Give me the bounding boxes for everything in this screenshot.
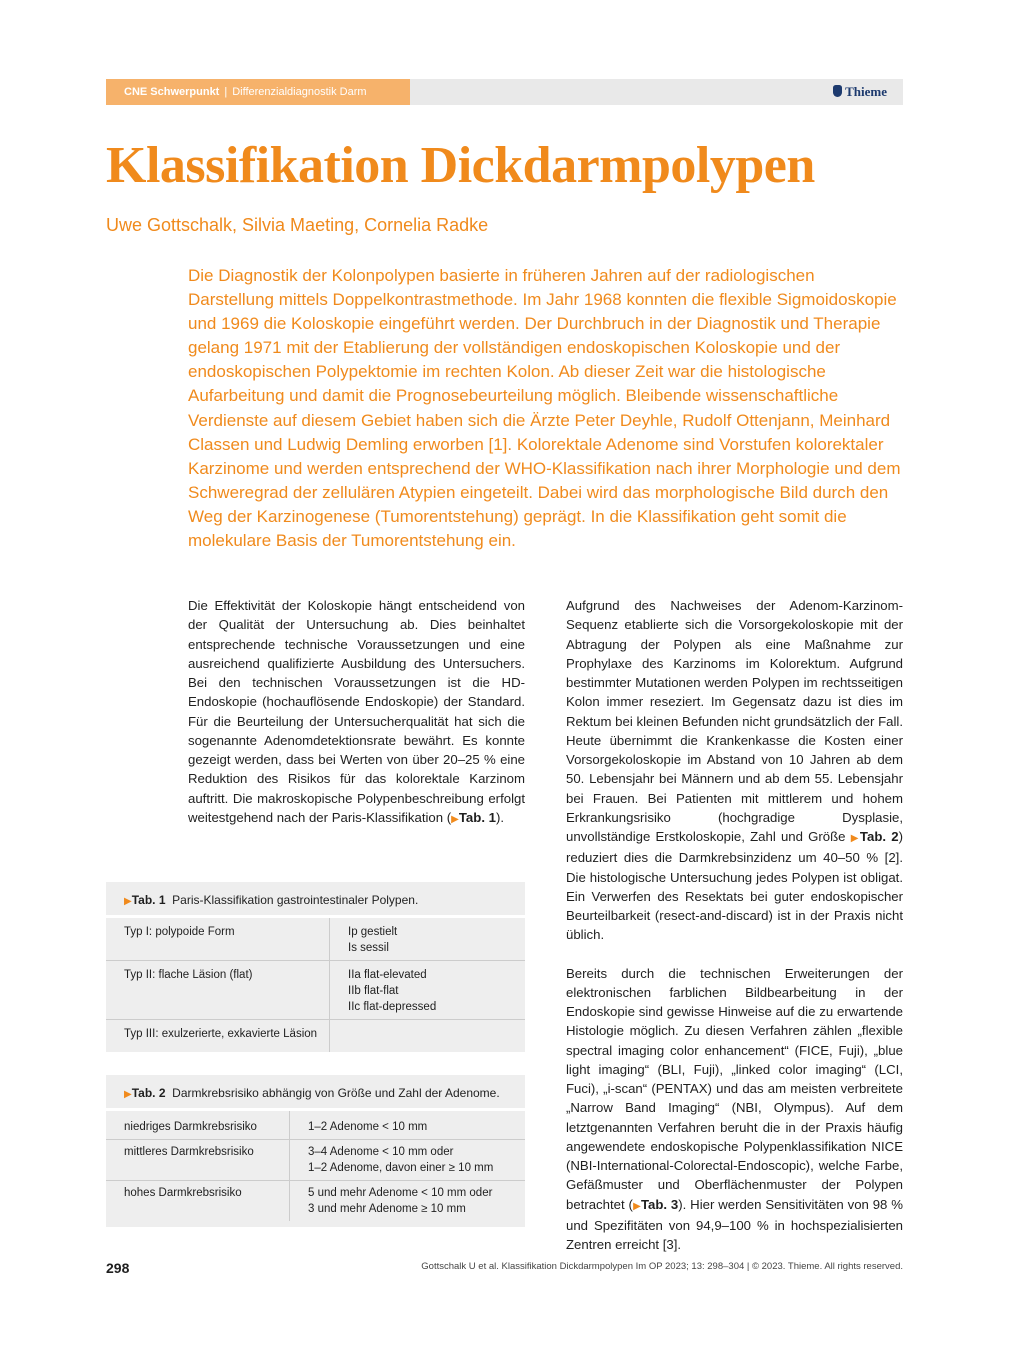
cell-line: 1–2 Adenome, davon einer ≥ 10 mm xyxy=(308,1162,494,1174)
triangle-right-icon: ▶ xyxy=(850,833,860,844)
article-title: Klassifikation Dickdarmpolypen xyxy=(106,137,815,194)
table-cell: hohes Darmkrebsrisiko xyxy=(106,1181,290,1221)
paragraph-text: ). xyxy=(496,809,505,825)
topic-label: Differenzialdiagnostik Darm xyxy=(232,86,367,98)
thieme-logo-icon xyxy=(833,85,842,97)
table-row xyxy=(106,918,525,961)
table-caption-text: Darmkrebsrisiko abhängig von Größe und Zahl der Adenome. xyxy=(172,1086,500,1100)
cell-line: Ip gestielt xyxy=(348,926,398,938)
page-number: 298 xyxy=(106,1260,130,1276)
table-row xyxy=(106,1020,525,1052)
body-paragraph xyxy=(566,596,903,945)
cell-line: IIa flat-elevated xyxy=(348,969,427,981)
body-paragraph xyxy=(188,596,525,829)
table-row xyxy=(106,1181,525,1227)
running-header xyxy=(106,79,903,105)
table-reference-link[interactable]: Tab. 2 xyxy=(859,829,899,844)
table-row xyxy=(106,1140,525,1181)
publisher-logo xyxy=(833,79,887,105)
section-label: CNE Schwerpunkt xyxy=(124,86,220,98)
table-row xyxy=(106,961,525,1020)
table-cell xyxy=(290,1111,525,1139)
cell-line: 5 und mehr Adenome < 10 mm oder xyxy=(308,1187,493,1199)
table-colorectal-cancer-risk xyxy=(106,1075,525,1227)
table-cell: mittleres Darmkrebsrisiko xyxy=(106,1140,290,1180)
table-cell xyxy=(330,961,525,1019)
article-abstract: Die Diagnostik der Kolonpolypen basierte in früheren Jahren auf der radiologischen Darstellung mittels Doppelkontrastmethode. Im Jahr 1968 konnten die flexible Sigmoidoskopie und 1969 die Koloskopie eingeführt werden. Der Durchbruch in der Diagnostik und Therapie gelang 1971 mit der Etablierung der vollständigen endoskopischen Koloskopie und der endoskopischen Polypektomie im rechten Kolon. Ab dieser Zeit war die histologische Aufarbeitung und damit die Prognosebeurteilung möglich. Bleibende wissenschaftliche Verdienste auf diesem Gebiet haben sich die Ärzte Peter Deyhle, Rudolf Ottenjann, Meinhard Classen und Ludwig Demling erworben [1]. Kolorektale Adenome sind Vorstufen kolorektaler Karzinome und werden entsprechend der WHO-Klassifikation nach ihrer Morphologie und dem Schweregrad der zellulären Atypien eingeteilt. Dabei wird das morphologische Bild durch den Weg der Karzinogenese (Tumorentstehung) geprägt. In die Klassifikation geht somit die molekulare Basis der Tumorentstehung ein. xyxy=(188,266,901,551)
table-cell: niedriges Darmkrebsrisiko xyxy=(106,1111,290,1139)
triangle-right-icon: ▶ xyxy=(124,896,132,907)
triangle-right-icon: ▶ xyxy=(451,813,459,825)
body-column-left xyxy=(188,596,525,829)
table-caption xyxy=(106,882,525,918)
paragraph-text: Aufgrund des Nachweises der Adenom-Karzinom-Sequenz etablierte sich die Vorsorgekoloskopie mit der Abtragung der Polypen als eine Maßnahme zur Prophylaxe des Karzinoms im Kolorektum. Aufgrund bestimmter Mutationen werden Polypen im rechtsseitigen Kolon immer reseziert. Im Gegensatz dazu ist dies im Rektum bei kleinen Befunden nicht grundsätzlich der Fall. Heute übernimmt die Krankenkasse die Kosten einer Vorsorgekoloskopie im Abstand von 10 Jahren ab dem 50. Lebensjahr bei Männern und ab dem 55. Lebensjahr bei Frauen. Bei Patienten mit mittlerem und hohem Erkrankungsrisiko (hochgradige Dysplasie, unvollständige Erstkoloskopie, Zahl und Größe xyxy=(566,598,903,844)
publisher-name: Thieme xyxy=(845,84,887,99)
table-cell: Typ II: flache Läsion (flat) xyxy=(106,961,330,1019)
table-label: Tab. 1 xyxy=(131,893,166,907)
table-cell xyxy=(330,918,525,960)
table-reference-link[interactable]: Tab. 3 xyxy=(640,1196,679,1212)
triangle-right-icon: ▶ xyxy=(124,1089,132,1100)
cell-line: Is sessil xyxy=(348,942,389,954)
body-column-right xyxy=(566,596,903,1254)
paragraph-text: ) reduziert dies die Darmkrebsinzidenz um 40–50 % [2]. Die histologische Untersuchung jedes Polypen ist obligat. Ein Verwerfen des Resektats bei guter endoskopischer Beurteilbarkeit (resect-and-discard) ist in der Praxis nicht üblich. xyxy=(566,829,903,943)
paragraph-text: Die Effektivität der Koloskopie hängt entscheidend von der Qualität der Untersuchung ab. Dies beinhaltet entsprechende technische Voraussetzungen und eine ausreichend qualifizierte Ausbildung des Untersuchers. Bei den technischen Voraussetzungen ist die HD-Endoskopie (hochauflösende Endoskopie) der Standard. Für die Beurteilung der Untersucherqualität hat sich die sogenannte Adenomdetektionsrate bewährt. Es konnte gezeigt werden, dass bei Werten von über 20–25 % eine Reduktion des Risikos für das kolorektale Karzinom auftritt. Die makroskopische Polypenbeschreibung erfolgt weitestgehend nach der Paris-Klassifikation ( xyxy=(188,598,525,825)
cell-line: 3–4 Adenome < 10 mm oder xyxy=(308,1146,454,1158)
article-authors: Uwe Gottschalk, Silvia Maeting, Cornelia Radke xyxy=(106,215,489,235)
paragraph-text: ). Hier werden Sensitivitäten von 98 % und Spezifitäten von 94,9–100 % in hochspezialisierten Zentren erreicht [3]. xyxy=(566,1196,903,1252)
footer-citation: Gottschalk U et al. Klassifikation Dickdarmpolypen Im OP 2023; 13: 298–304 | © 2023. Thieme. All rights reserved. xyxy=(421,1261,903,1272)
table-cell xyxy=(290,1181,525,1221)
cell-line: IIc flat-depressed xyxy=(348,1001,437,1013)
table-cell xyxy=(330,1020,525,1052)
cell-line: IIb flat-flat xyxy=(348,985,399,997)
section-tag xyxy=(106,79,410,105)
paragraph-text: Bereits durch die technischen Erweiterungen der elektronischen farblichen Bildbearbeitung in der Endoskopie sind gewisse Hinweise auf die zu erwartende Histologie möglich. Zu diesen Verfahren zählen „flexible spectral imaging color enhancement“ (FICE, Fuji), „blue light imaging“ (BLI, Fuji), „linked color imaging“ (LCI, Fuci), „i-scan“ (PENTAX) und das am meisten verbreitete „Narrow Band Imaging“ (NBI, Olympus). Auf dem letztgenannten Verfahren beruht die in der Praxis häufig angewendete endoskopische Polypenklassifikation NICE (NBI-International-Colorectal-Endoscopic), welche Farbe, Gefäßmuster und Oberflächenmuster der Polypen betrachtet ( xyxy=(566,965,903,1212)
table-reference-link[interactable]: Tab. 1 xyxy=(458,809,496,825)
table-caption-text: Paris-Klassifikation gastrointestinaler Polypen. xyxy=(172,893,419,907)
table-cell: Typ I: polypoide Form xyxy=(106,918,330,960)
table-row xyxy=(106,1111,525,1140)
table-caption xyxy=(106,1075,525,1111)
body-paragraph xyxy=(566,964,903,1255)
table-label: Tab. 2 xyxy=(131,1086,166,1100)
triangle-right-icon: ▶ xyxy=(632,1200,641,1212)
cell-line: 1–2 Adenome < 10 mm xyxy=(308,1121,428,1133)
section-separator: | xyxy=(224,86,228,98)
table-paris-classification xyxy=(106,882,525,1052)
table-cell: Typ III: exulzerierte, exkavierte Läsion xyxy=(106,1020,330,1052)
cell-line: 3 und mehr Adenome ≥ 10 mm xyxy=(308,1203,466,1215)
table-cell xyxy=(290,1140,525,1180)
